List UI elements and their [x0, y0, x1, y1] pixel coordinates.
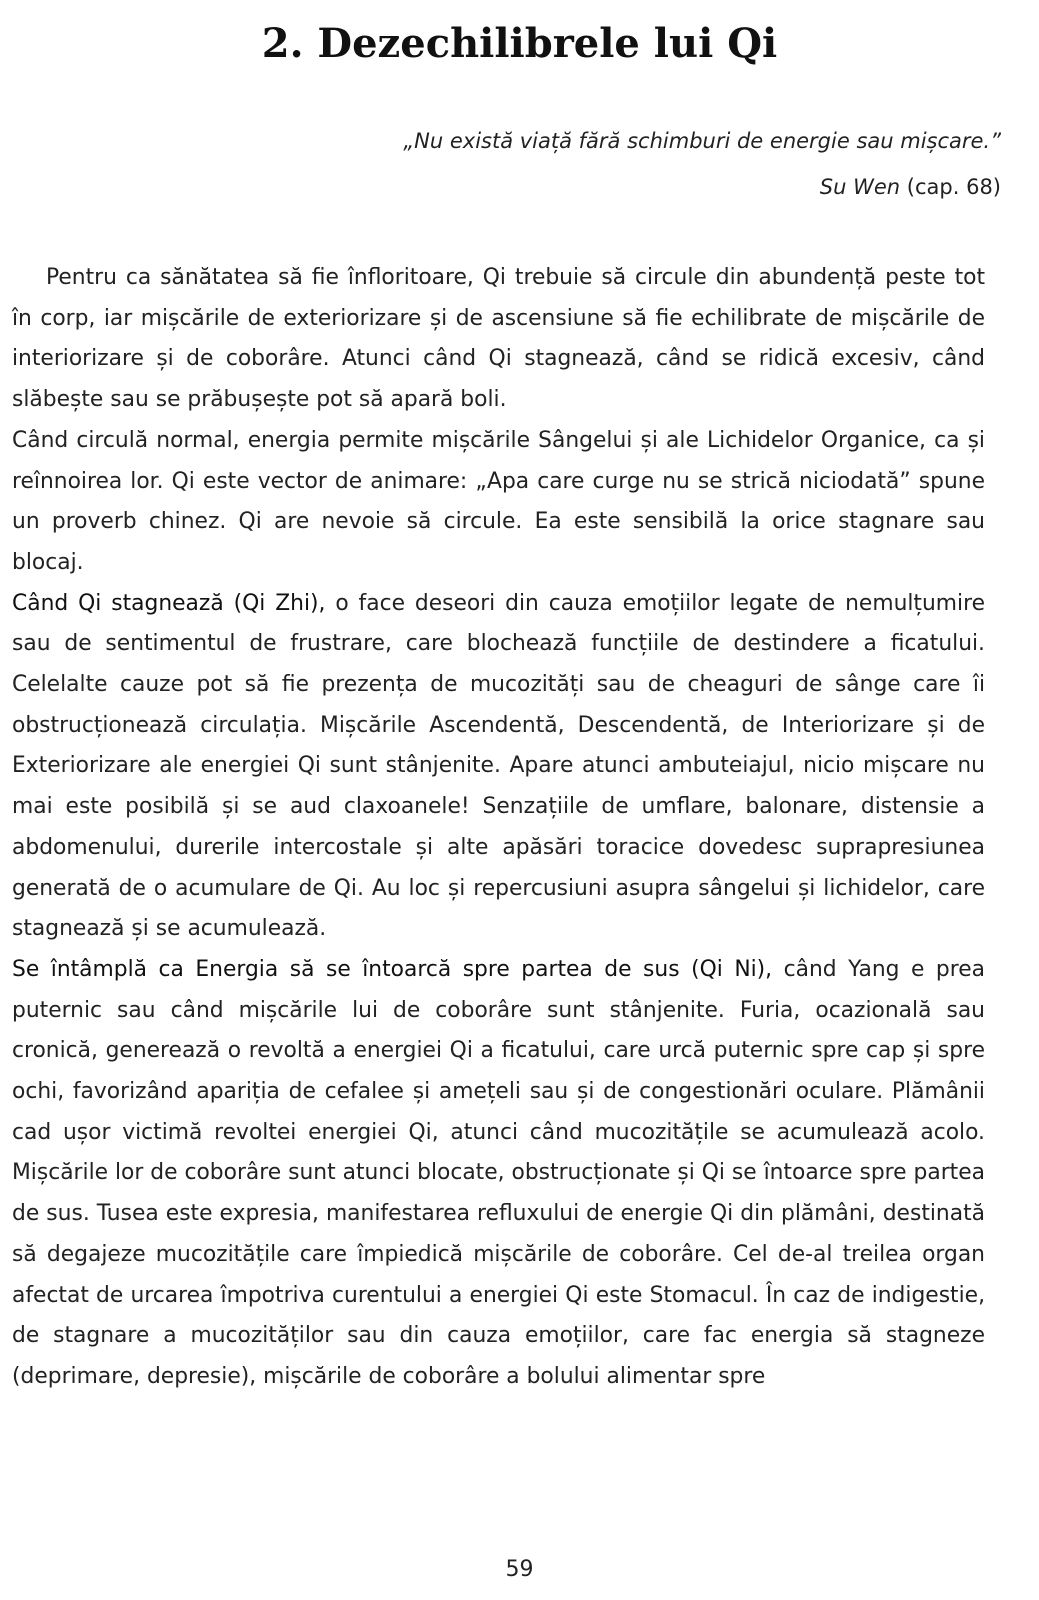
paragraph-lead: Se întâmplă ca Energia să se întoarcă spre partea de sus (Qi Ni), — [12, 956, 773, 982]
paragraph — [12, 950, 985, 1398]
paragraph — [12, 584, 985, 950]
body-text — [12, 258, 985, 1398]
paragraph-text: Pentru ca sănătatea să fie înfloritoare, Qi trebuie să circule din abundență peste tot în corp, iar mișcările de exteriorizare și de ascensiune să fie echilibrate de mișcările de interiorizare și de coborâre. Atunci când Qi stagnează, când se ridică excesiv, când slăbește sau se prăbușește pot să apară boli. — [12, 265, 985, 413]
paragraph-lead: Când Qi stagnează (Qi Zhi), — [12, 590, 326, 616]
paragraph-text: o face deseori din cauza emoțiilor legate de nemulțumire sau de sentimentul de frustrare, care blochează funcțiile de destindere a ficatului. Celelalte cauze pot să fie prezența de mucozități sau de cheaguri de sânge care îi obstrucționează circulația. Mișcările Ascendentă, Descendentă, de Interiorizare și de Exteriorizare ale energiei Qi sunt stânjenite. Apare atunci ambuteiajul, nicio mișcare nu mai este posibilă și se aud claxoanele! Senzațiile de umflare, balonare, distensie a abdomenului, durerile intercostale și alte apăsări toracice dovedesc suprapresiunea generată de o acumulare de Qi. Au loc și repercusiuni asupra sângelui și lichidelor, care stagnează și se acumulează. — [12, 590, 985, 942]
epigraph-quote: „Nu există viață fără schimburi de energie sau mișcare.” — [403, 129, 1001, 153]
epigraph-source-title: Su Wen — [819, 175, 901, 199]
epigraph-source — [101, 164, 1001, 210]
chapter-title: 2. Dezechilibrele lui Qi — [261, 20, 778, 67]
epigraph-source-ref: (cap. 68) — [906, 175, 1001, 199]
paragraph-text: când Yang e prea puternic sau când mișcările lui de coborâre sunt stânjenite. Furia, ocazională sau cronică, generează o revoltă a energiei Qi a ficatului, care urcă puternic spre cap și spre ochi, favorizând apariția de cefalee și amețeli sau și de congestionări oculare. Plămânii cad ușor victimă revoltei energiei Qi, atunci când mucozitățile se acumulează acolo. Mișcările lor de coborâre sunt atunci blocate, obstrucționate și Qi se întoarce spre partea de sus. Tusea este expresia, manifestarea refluxului de energie Qi din plămâni, destinată să degajeze mucozitățile care împiedică mișcările de coborâre. Cel de-al treilea organ afectat de urcarea împotriva curentului a energiei Qi este Stomacul. În caz de indigestie, de stagnare a mucozităților sau din cauza emoțiilor, care fac energia să stagneze (deprimare, depresie), mișcările de coborâre a bolului alimentar spre — [12, 956, 985, 1389]
paragraph-text: Când circulă normal, energia permite mișcările Sângelui și ale Lichidelor Organice, ca și reînnoirea lor. Qi este vector de animare: „Apa care curge nu se strică niciodată” spune un proverb chinez. Qi are nevoie să circule. Ea este sensibilă la orice stagnare sau blocaj. — [12, 427, 985, 575]
paragraph — [12, 421, 985, 584]
paragraph — [12, 258, 985, 421]
page-number: 59 — [505, 1557, 534, 1582]
epigraph — [101, 118, 1001, 210]
